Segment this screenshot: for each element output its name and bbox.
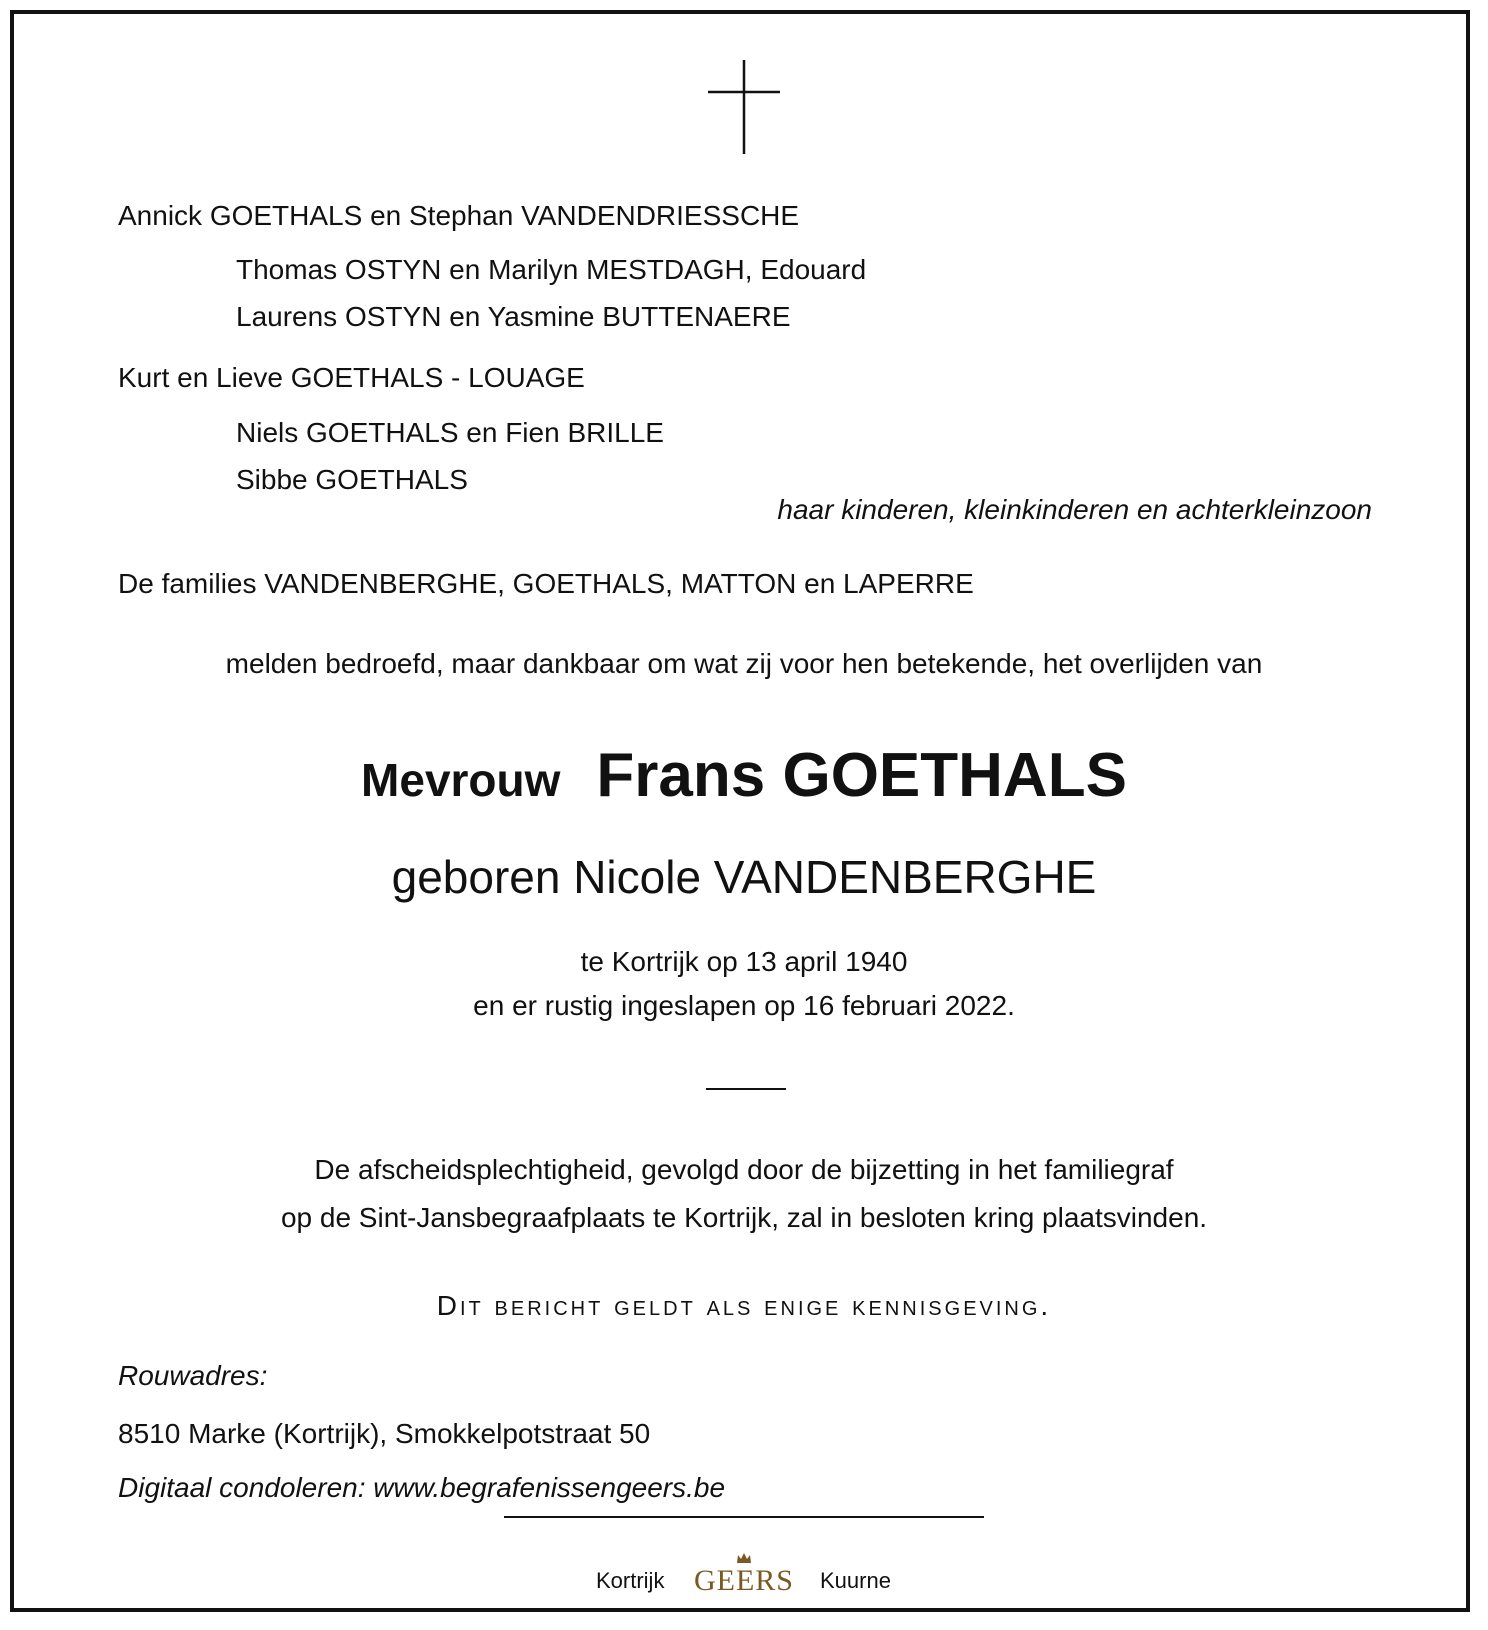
crown-icon: [736, 1552, 752, 1564]
ceremony-line-2: op de Sint-Jansbegraafplaats te Kortrijk, zal in besloten kring plaatsvinden.: [280, 1202, 1208, 1233]
family-line-1-sub-2: Laurens OSTYN en Yasmine BUTTENAERE: [236, 301, 791, 332]
family-line-2-sub-1: Niels GOETHALS en Fien BRILLE: [236, 417, 664, 448]
ceremony-line-1: De afscheidsplechtigheid, gevolgd door de bijzetting in het familiegraf: [314, 1154, 1174, 1185]
relation-text: haar kinderen, kleinkinderen en achterkleinzoon: [777, 494, 1372, 525]
announcement-text: melden bedroefd, maar dankbaar om wat zij voor hen betekende, het overlijden van: [225, 648, 1263, 679]
cross-icon: [708, 60, 780, 154]
deceased-name: Frans GOETHALS: [596, 741, 1127, 810]
deceased-title: Mevrouw: [361, 754, 561, 806]
address-label: Rouwadres:: [118, 1360, 268, 1391]
logo-text: GEERS: [693, 1564, 794, 1597]
divider-long: [504, 1516, 984, 1518]
condolence-text: Digitaal condoleren: www.begrafenissengeers.be: [118, 1472, 726, 1503]
born-as: geboren Nicole VANDENBERGHE: [391, 851, 1097, 903]
geers-logo: [692, 1552, 796, 1598]
family-line-1-sub-1: Thomas OSTYN en Marilyn MESTDAGH, Edouard: [236, 254, 867, 285]
family-line-2-sub-2: Sibbe GOETHALS: [236, 464, 468, 495]
birth-text: te Kortrijk op 13 april 1940: [580, 946, 908, 977]
family-line-2: Kurt en Lieve GOETHALS - LOUAGE: [118, 362, 585, 393]
footer-city-left: Kortrijk: [596, 1568, 665, 1593]
notice-text: Dit bericht geldt als enige kennisgeving.: [436, 1290, 1052, 1321]
address-value: 8510 Marke (Kortrijk), Smokkelpotstraat 50: [118, 1418, 651, 1449]
families-line: De families VANDENBERGHE, GOETHALS, MATTON en LAPERRE: [118, 568, 974, 599]
death-text: en er rustig ingeslapen op 16 februari 2022.: [473, 990, 1015, 1021]
deceased-name-line: [0, 740, 1488, 811]
footer-city-right: Kuurne: [820, 1568, 891, 1593]
divider-short: [706, 1088, 786, 1090]
family-line-1: Annick GOETHALS en Stephan VANDENDRIESSCHE: [118, 200, 800, 231]
